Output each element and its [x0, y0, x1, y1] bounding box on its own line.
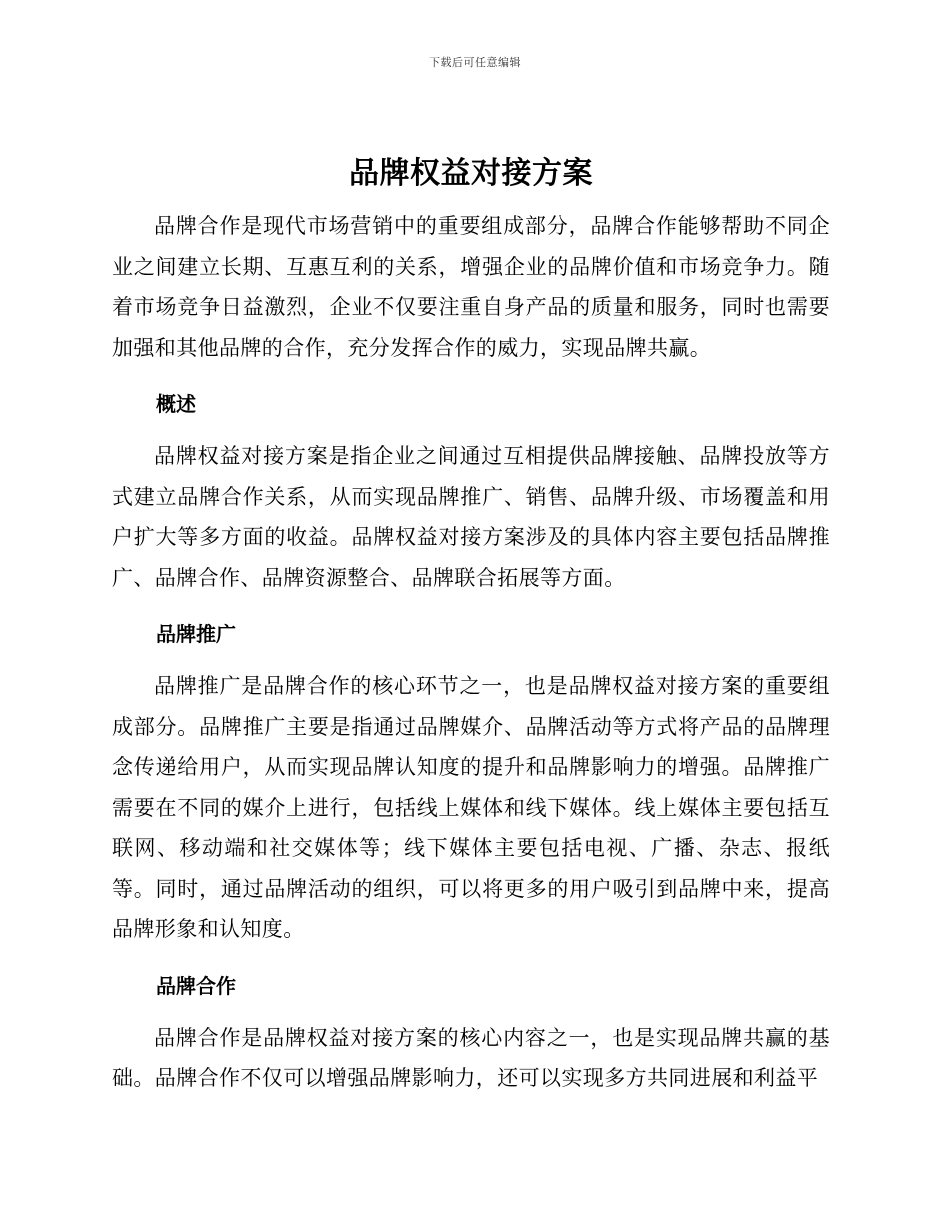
document-title: 品牌权益对接方案 [349, 156, 593, 191]
header-note: 下载后可任意编辑 [429, 56, 521, 69]
section-heading-overview: 概述 [156, 392, 196, 416]
section-body-overview: 品牌权益对接方案是指企业之间通过互相提供品牌接触、品牌投放等方式建立品牌合作关系，从而实现品牌推广、销售、品牌升级、市场覆盖和用户扩大等多方面的收益。品牌权益对接方案涉及的具体内容主要包括品牌推广、品牌合作、品牌资源整合、品牌联合拓展等方面。 [112, 444, 830, 590]
section-body-brand-cooperation: 品牌合作是品牌权益对接方案的核心内容之一，也是实现品牌共赢的基础。品牌合作不仅可以增强品牌影响力，还可以实现多方共同进展和利益平 [112, 1025, 830, 1090]
section-heading-brand-promotion: 品牌推广 [156, 622, 236, 646]
section-heading-brand-cooperation: 品牌合作 [156, 973, 236, 998]
intro-paragraph: 品牌合作是现代市场营销中的重要组成部分，品牌合作能够帮助不同企业之间建立长期、互惠互利的关系，增强企业的品牌价值和市场竞争力。随着市场竞争日益激烈，企业不仅要注重自身产品的质量和服务，同时也需要加强和其他品牌的合作，充分发挥合作的威力，实现品牌共赢。 [112, 214, 830, 360]
document-content [112, 150, 830, 1099]
section-body-brand-promotion: 品牌推广是品牌合作的核心环节之一，也是品牌权益对接方案的重要组成部分。品牌推广主要是指通过品牌媒介、品牌活动等方式将产品的品牌理念传递给用户，从而实现品牌认知度的提升和品牌影响力的增强。品牌推广需要在不同的媒介上进行，包括线上媒体和线下媒体。线上媒体主要包括互联网、移动端和社交媒体等；线下媒体主要包括电视、广播、杂志、报纸等。同时，通过品牌活动的组织，可以将更多的用户吸引到品牌中来，提高品牌形象和认知度。 [112, 674, 830, 941]
